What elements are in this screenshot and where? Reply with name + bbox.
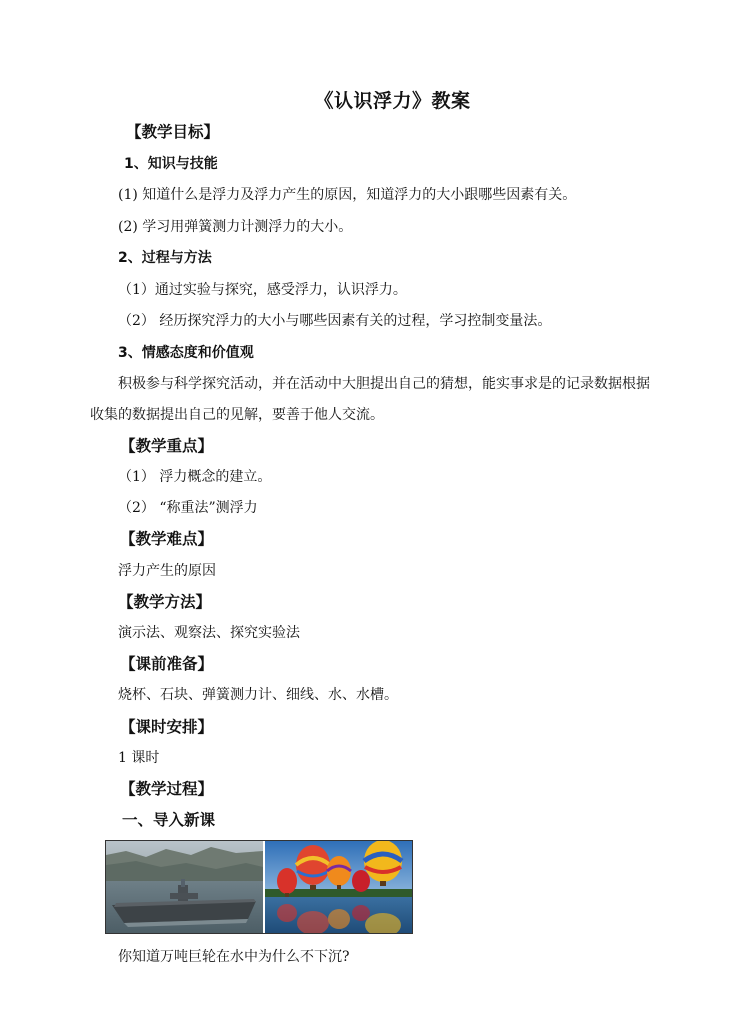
page-title: 《认识浮力》教案	[314, 90, 471, 112]
line-h-key: 【教学重点】	[120, 437, 214, 455]
line-t-a2: 收集的数据提出自己的见解，要善于他人交流。	[90, 407, 384, 423]
line-t-p2: （2） 经历探究浮力的大小与哪些因素有关的过程，学习控制变量法。	[118, 313, 552, 329]
line-h-goals: 【教学目标】	[126, 123, 220, 141]
line-t-key1: （1） 浮力概念的建立。	[118, 469, 272, 485]
line-h-method: 【教学方法】	[118, 593, 212, 611]
aircraft-carrier-image	[106, 841, 265, 933]
line-h-diff: 【教学难点】	[120, 530, 214, 548]
line-t-time1: 1 课时	[118, 750, 160, 766]
intro-images	[105, 840, 413, 934]
line-t-method1: 演示法、观察法、探究实验法	[118, 625, 300, 641]
hot-air-balloons-image	[265, 841, 412, 933]
line-t-question: 你知道万吨巨轮在水中为什么不下沉?	[118, 949, 350, 965]
line-s-attitude: 3、情感态度和价值观	[118, 345, 254, 361]
line-t-key2: （2） “称重法”测浮力	[118, 500, 258, 516]
line-h-proc: 【教学过程】	[120, 780, 214, 798]
line-s-intro: 一、导入新课	[122, 811, 216, 829]
line-t-p1: （1）通过实验与探究，感受浮力，认识浮力。	[118, 282, 407, 298]
line-t-k2: (2) 学习用弹簧测力计测浮力的大小。	[118, 219, 353, 235]
line-h-time: 【课时安排】	[120, 718, 214, 736]
line-t-prep1: 烧杯、石块、弹簧测力计、细线、水、水槽。	[118, 687, 398, 703]
line-s-knowledge: 1、知识与技能	[124, 156, 218, 172]
line-s-process: 2、过程与方法	[118, 250, 212, 266]
line-h-prep: 【课前准备】	[120, 655, 214, 673]
line-t-a1: 积极参与科学探究活动，并在活动中大胆提出自己的猜想，能实事求是的记录数据根据	[118, 376, 650, 392]
line-t-diff1: 浮力产生的原因	[118, 563, 216, 579]
line-t-k1: (1) 知道什么是浮力及浮力产生的原因，知道浮力的大小跟哪些因素有关。	[118, 187, 577, 203]
